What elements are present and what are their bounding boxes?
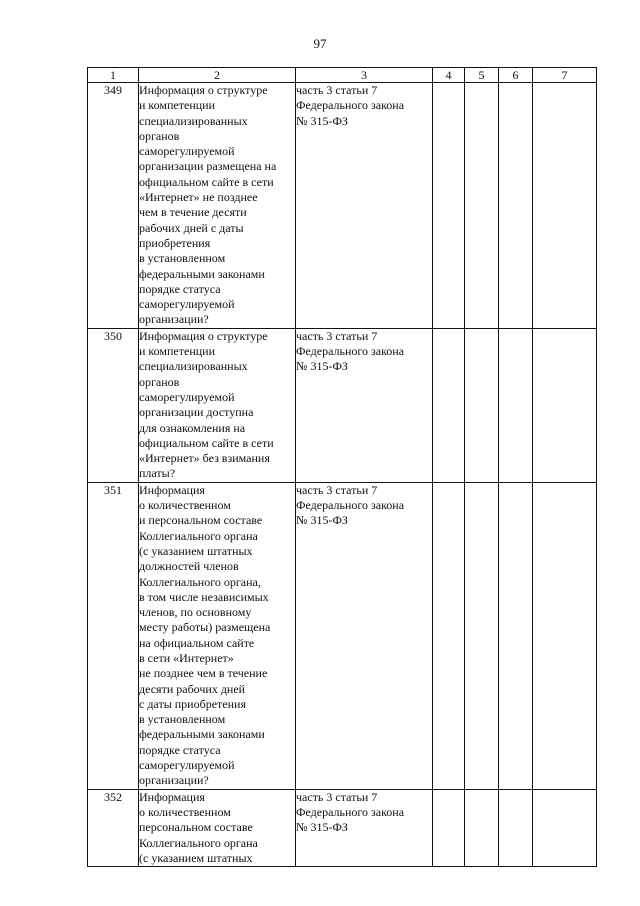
legal-reference-cell: часть 3 статьи 7 Федерального закона № 315-ФЗ bbox=[296, 789, 433, 866]
answer-cell-col7 bbox=[533, 328, 597, 482]
legal-reference-cell: часть 3 статьи 7 Федерального закона № 315-ФЗ bbox=[296, 482, 433, 789]
column-header: 5 bbox=[465, 68, 499, 83]
checklist-table bbox=[87, 67, 597, 867]
column-header: 3 bbox=[296, 68, 433, 83]
column-header: 1 bbox=[88, 68, 139, 83]
answer-cell-col6 bbox=[499, 83, 533, 329]
question-cell: Информация о структуре и компетенции специализированных органов саморегулируемой организации доступна для ознакомления на официальном сайте в сети «Интернет» без взимания платы? bbox=[139, 328, 296, 482]
column-header: 6 bbox=[499, 68, 533, 83]
answer-cell-col4 bbox=[433, 328, 465, 482]
question-cell: Информация о структуре и компетенции специализированных органов саморегулируемой организации размещена на официальном сайте в сети «Интернет» не позднее чем в течение десяти рабочих дней с даты приобретения в установленном федеральными законами порядке статуса саморегулируемой организации? bbox=[139, 83, 296, 329]
row-number: 351 bbox=[88, 482, 139, 789]
table-header-row bbox=[88, 68, 597, 83]
answer-cell-col4 bbox=[433, 789, 465, 866]
answer-cell-col5 bbox=[465, 482, 499, 789]
answer-cell-col6 bbox=[499, 328, 533, 482]
column-header: 2 bbox=[139, 68, 296, 83]
legal-reference-cell: часть 3 статьи 7 Федерального закона № 315-ФЗ bbox=[296, 328, 433, 482]
answer-cell-col5 bbox=[465, 789, 499, 866]
table-row bbox=[88, 328, 597, 482]
answer-cell-col6 bbox=[499, 789, 533, 866]
question-cell: Информация о количественном и персональном составе Коллегиального органа (с указанием штатных должностей членов Коллегиального органа, в том числе независимых членов, по основному месту работы) размещена на официальном сайте в сети «Интернет» не позднее чем в течение десяти рабочих дней с даты приобретения в установленном федеральными законами порядке статуса саморегулируемой организации? bbox=[139, 482, 296, 789]
row-number: 349 bbox=[88, 83, 139, 329]
question-cell: Информация о количественном персональном составе Коллегиального органа (с указанием штатных bbox=[139, 789, 296, 866]
answer-cell-col5 bbox=[465, 83, 499, 329]
page-number: 97 bbox=[313, 36, 327, 51]
column-header: 7 bbox=[533, 68, 597, 83]
answer-cell-col4 bbox=[433, 482, 465, 789]
answer-cell-col4 bbox=[433, 83, 465, 329]
row-number: 352 bbox=[88, 789, 139, 866]
answer-cell-col7 bbox=[533, 482, 597, 789]
column-header: 4 bbox=[433, 68, 465, 83]
table-row bbox=[88, 83, 597, 329]
legal-reference-cell: часть 3 статьи 7 Федерального закона № 315-ФЗ bbox=[296, 83, 433, 329]
table-row bbox=[88, 482, 597, 789]
answer-cell-col6 bbox=[499, 482, 533, 789]
answer-cell-col7 bbox=[533, 83, 597, 329]
answer-cell-col5 bbox=[465, 328, 499, 482]
table-row bbox=[88, 789, 597, 866]
row-number: 350 bbox=[88, 328, 139, 482]
answer-cell-col7 bbox=[533, 789, 597, 866]
